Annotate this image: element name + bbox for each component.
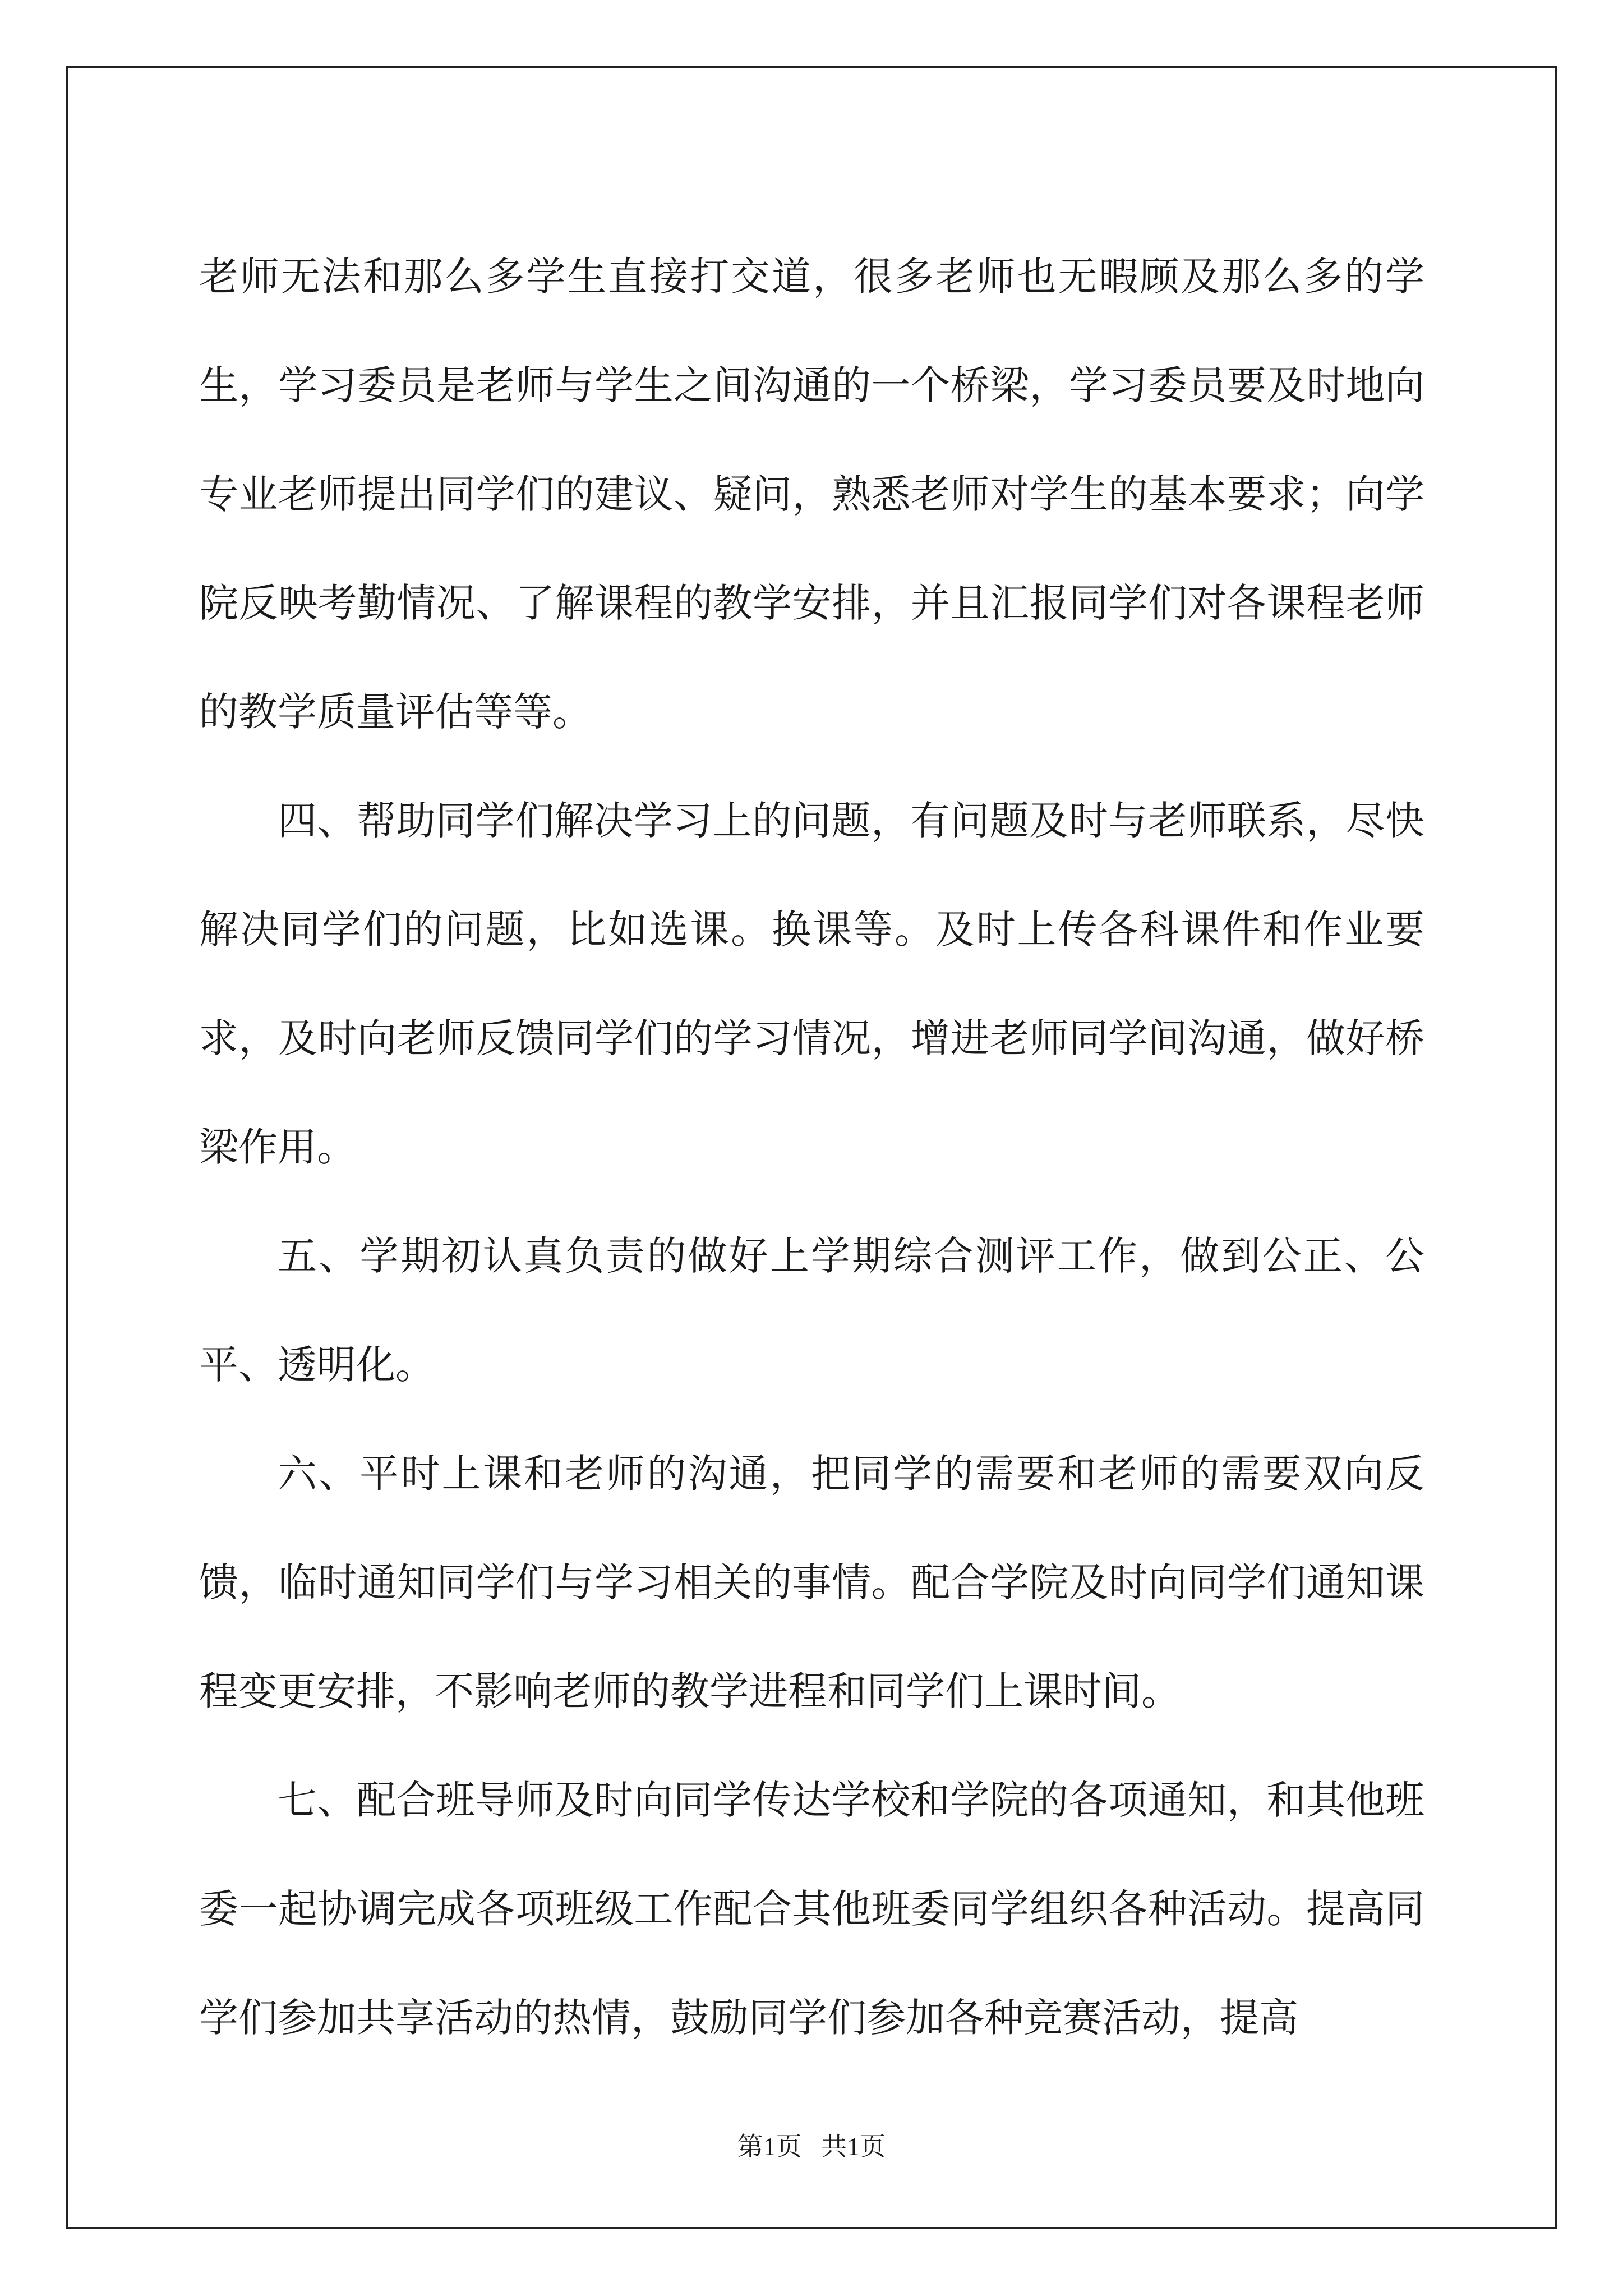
paragraph-item-six: 六、平时上课和老师的沟通，把同学的需要和老师的需要双向反馈，临时通知同学们与学习相关的事情。配合学院及时向同学们通知课程变更安排，不影响老师的教学进程和同学们上课时间。 [199, 1451, 1424, 1714]
paragraph-continuation: 老师无法和那么多学生直接打交道，很多老师也无暇顾及那么多的学生，学习委员是老师与学生之间沟通的一个桥梁，学习委员要及时地向专业老师提出同学们的建议、疑问，熟悉老师对学生的基本要求；向学院反映考勤情况、了解课程的教学安排，并且汇报同学们对各课程老师的教学质量评估等等。 [199, 254, 1424, 735]
paragraph-item-five: 五、学期初认真负责的做好上学期综合测评工作，做到公正、公平、透明化。 [199, 1233, 1424, 1388]
paragraph-item-four: 四、帮助同学们解决学习上的问题，有问题及时与老师联系，尽快解决同学们的问题，比如选课。换课等。及时上传各科课件和作业要求，及时向老师反馈同学们的学习情况，增进老师同学间沟通，做好桥梁作用。 [199, 798, 1424, 1170]
document-body [199, 222, 1424, 2072]
paragraph-item-seven: 七、配合班导师及时向同学传达学校和学院的各项通知，和其他班委一起协调完成各项班级工作配合其他班委同学组织各种活动。提高同学们参加共享活动的热情，鼓励同学们参加各种竞赛活动，提高 [199, 1777, 1424, 2041]
page-number-footer: 第1页 共1页 [737, 2132, 886, 2161]
